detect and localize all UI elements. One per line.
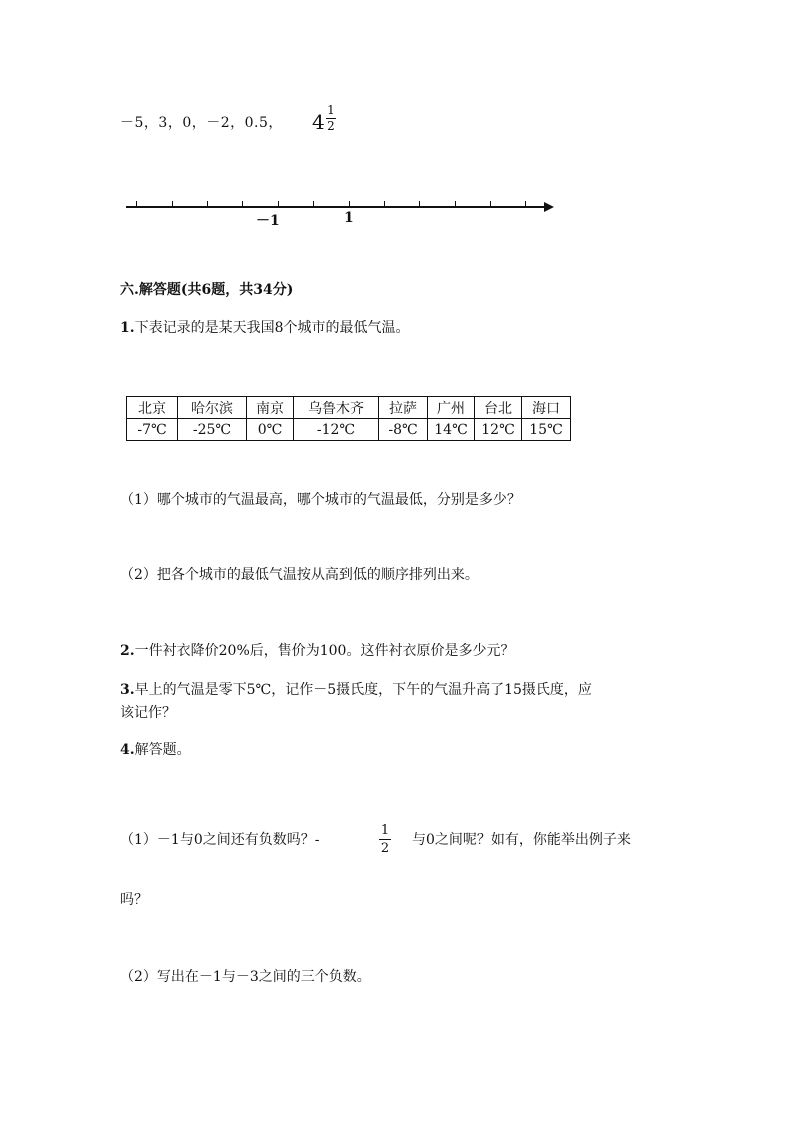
number-line-tick bbox=[242, 201, 243, 207]
question-2 bbox=[120, 640, 514, 660]
number-line-label-neg1: －1 bbox=[256, 213, 280, 229]
question-4 bbox=[120, 739, 191, 759]
city-cell: 南京 bbox=[247, 397, 294, 419]
question-number: 4. bbox=[120, 742, 135, 758]
table-row bbox=[127, 419, 571, 441]
city-cell: 广州 bbox=[428, 397, 475, 419]
number-line-tick bbox=[419, 201, 420, 207]
question-number: 3. bbox=[120, 682, 135, 698]
question-3-line-2: 该记作？ bbox=[120, 705, 176, 721]
inline-fraction bbox=[378, 823, 392, 856]
fraction-numerator: 1 bbox=[380, 823, 390, 838]
number-line-arrow-icon bbox=[544, 202, 554, 212]
number-line-tick bbox=[525, 201, 526, 207]
temp-cell: -25℃ bbox=[178, 419, 247, 441]
number-line-tick bbox=[207, 201, 208, 207]
question-number: 1. bbox=[120, 320, 135, 336]
number-line-label-1: 1 bbox=[344, 210, 354, 226]
section-title: 六.解答题(共6题，共34分) bbox=[120, 282, 294, 298]
number-line-tick bbox=[490, 201, 491, 207]
number-line-tick bbox=[455, 201, 456, 207]
number-line-tick bbox=[172, 201, 173, 207]
table-row bbox=[127, 397, 571, 419]
temp-cell: -12℃ bbox=[294, 419, 379, 441]
mixed-number-fraction bbox=[325, 104, 337, 133]
question-4-sub-1-part-3: 吗？ bbox=[120, 892, 148, 908]
number-line-tick bbox=[313, 201, 314, 207]
question-1-sub-1: （1）哪个城市的气温最高，哪个城市的气温最低，分别是多少？ bbox=[120, 492, 521, 508]
number-line bbox=[120, 192, 560, 232]
temp-cell: 15℃ bbox=[522, 419, 571, 441]
city-cell: 哈尔滨 bbox=[178, 397, 247, 419]
temp-cell: 14℃ bbox=[428, 419, 475, 441]
question-text: 解答题。 bbox=[134, 742, 191, 758]
mixed-number-whole: 4 bbox=[312, 110, 325, 134]
city-cell: 北京 bbox=[127, 397, 178, 419]
temp-cell: 12℃ bbox=[475, 419, 522, 441]
number-line-tick bbox=[384, 201, 385, 207]
question-text: 下表记录的是某天我国8个城市的最低气温。 bbox=[134, 320, 410, 336]
temp-cell: -7℃ bbox=[127, 419, 178, 441]
question-1-sub-2: （2）把各个城市的最低气温按从高到低的顺序排列出来。 bbox=[120, 567, 479, 583]
question-3 bbox=[120, 679, 592, 699]
city-cell: 台北 bbox=[475, 397, 522, 419]
fraction-denominator: 2 bbox=[327, 119, 335, 133]
number-line-tick bbox=[278, 201, 279, 207]
city-cell: 海口 bbox=[522, 397, 571, 419]
number-line-axis bbox=[126, 206, 548, 208]
question-text-line-1: 早上的气温是零下5℃，记作－5摄氏度，下午的气温升高了15摄氏度，应 bbox=[134, 682, 592, 698]
temperature-table bbox=[126, 396, 571, 441]
fraction-denominator: 2 bbox=[380, 841, 390, 856]
question-number: 2. bbox=[120, 643, 135, 659]
question-4-sub-1-part-2: 与0之间呢？如有，你能举出例子来 bbox=[412, 832, 631, 848]
temp-cell: -8℃ bbox=[379, 419, 428, 441]
city-cell: 拉萨 bbox=[379, 397, 428, 419]
fraction-numerator: 1 bbox=[327, 103, 335, 117]
question-1 bbox=[120, 317, 410, 337]
number-line-tick bbox=[349, 201, 350, 207]
number-list: －5，3，0，－2，0.5， bbox=[120, 115, 283, 131]
question-4-sub-1-part-1: （1）－1与0之间还有负数吗？- bbox=[120, 832, 320, 848]
number-line-tick bbox=[136, 201, 137, 207]
city-cell: 乌鲁木齐 bbox=[294, 397, 379, 419]
question-text: 一件衬衣降价20%后，售价为100。这件衬衣原价是多少元？ bbox=[134, 643, 515, 659]
temp-cell: 0℃ bbox=[247, 419, 294, 441]
fraction-bar bbox=[379, 839, 391, 840]
question-4-sub-2: （2）写出在－1与－3之间的三个负数。 bbox=[120, 969, 371, 985]
